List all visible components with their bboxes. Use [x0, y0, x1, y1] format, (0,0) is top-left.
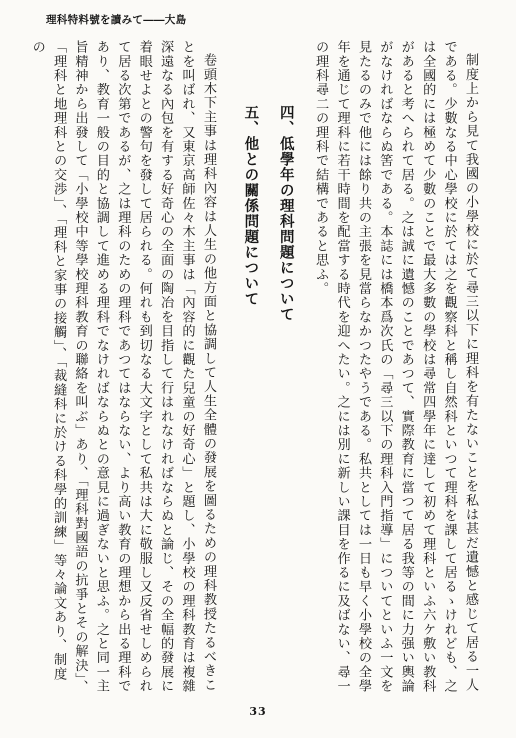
paragraph-low-grade-science: 制度上から見て我國の小學校に於て尋三以下に理科を有たないことを私は甚だ遺憾と感じて居る一人である。少數なる中心學校に於ては之を觀察科と稱し自然科といつて理科を課して居るゝけれども、之は全國的には極めて少數のことで最大多數の學校は尋常四學年に達して初めて理科といふ六ケ敷い教科があると考へられて居る。之は誠に遺憾のことであつて、實際教育に當つて居る我等の間に力强い輿論がなければならぬ筈である。本誌には橋本爲次氏の「尋三以下の理科入門指導」についてといふ一文を見たるのみで他には餘り共の主張を見當らなかつたやうである。私共としては一日も早く小學校の全學年を通じて理科に若干時間を配當する時代を迎へたい。之には別に新しい課目を作るに及ばない、尋一の理科尋二の理科で結構であると思ふ。 [313, 40, 478, 694]
page-number: 33 [249, 705, 267, 718]
paragraph-relations: 卷頭木下主事は理科內容は人生の他方面と協調して人生全體の發展を圖るための理科教授たるべきことを叫ばれ、又東京高師佐々木主事は「內容的に觀た兒童の好奇心」と題し、小學校の理科教育は複雜深遠なる內包を有する好奇心の全面の陶冶を目指して行はれなければならぬと論じ、その全幅的發展に着眼せよとの警句を發して居られる。何れも到切なる大文字として私共は大に敬服し又反省せしめられて居る次第であるが、之は理科のための理科であつてはならない、より高い教育の理想から出る理科であり、教育一般の目的と協調して進める理科でなければならぬとの意見に過ぎないと思ふ。之と同一主旨精神から出發して「小學校中等學校理科教育の聯絡を叫ぶ」あり、「理科對國語の抗爭とその解決」、「理科と地理科との交渉」、「理科と家事の接觸」、「裁縫科に於ける科學的訓練」等々論文あり、制度の [29, 40, 216, 695]
vertical-body-text [29, 40, 481, 695]
running-head: 理科特料號を讀みて――大島 [46, 14, 187, 26]
section-heading-5: 五、他との關係問題について [242, 105, 259, 307]
section-heading-4: 四、低學年の理科問題について [277, 105, 294, 323]
